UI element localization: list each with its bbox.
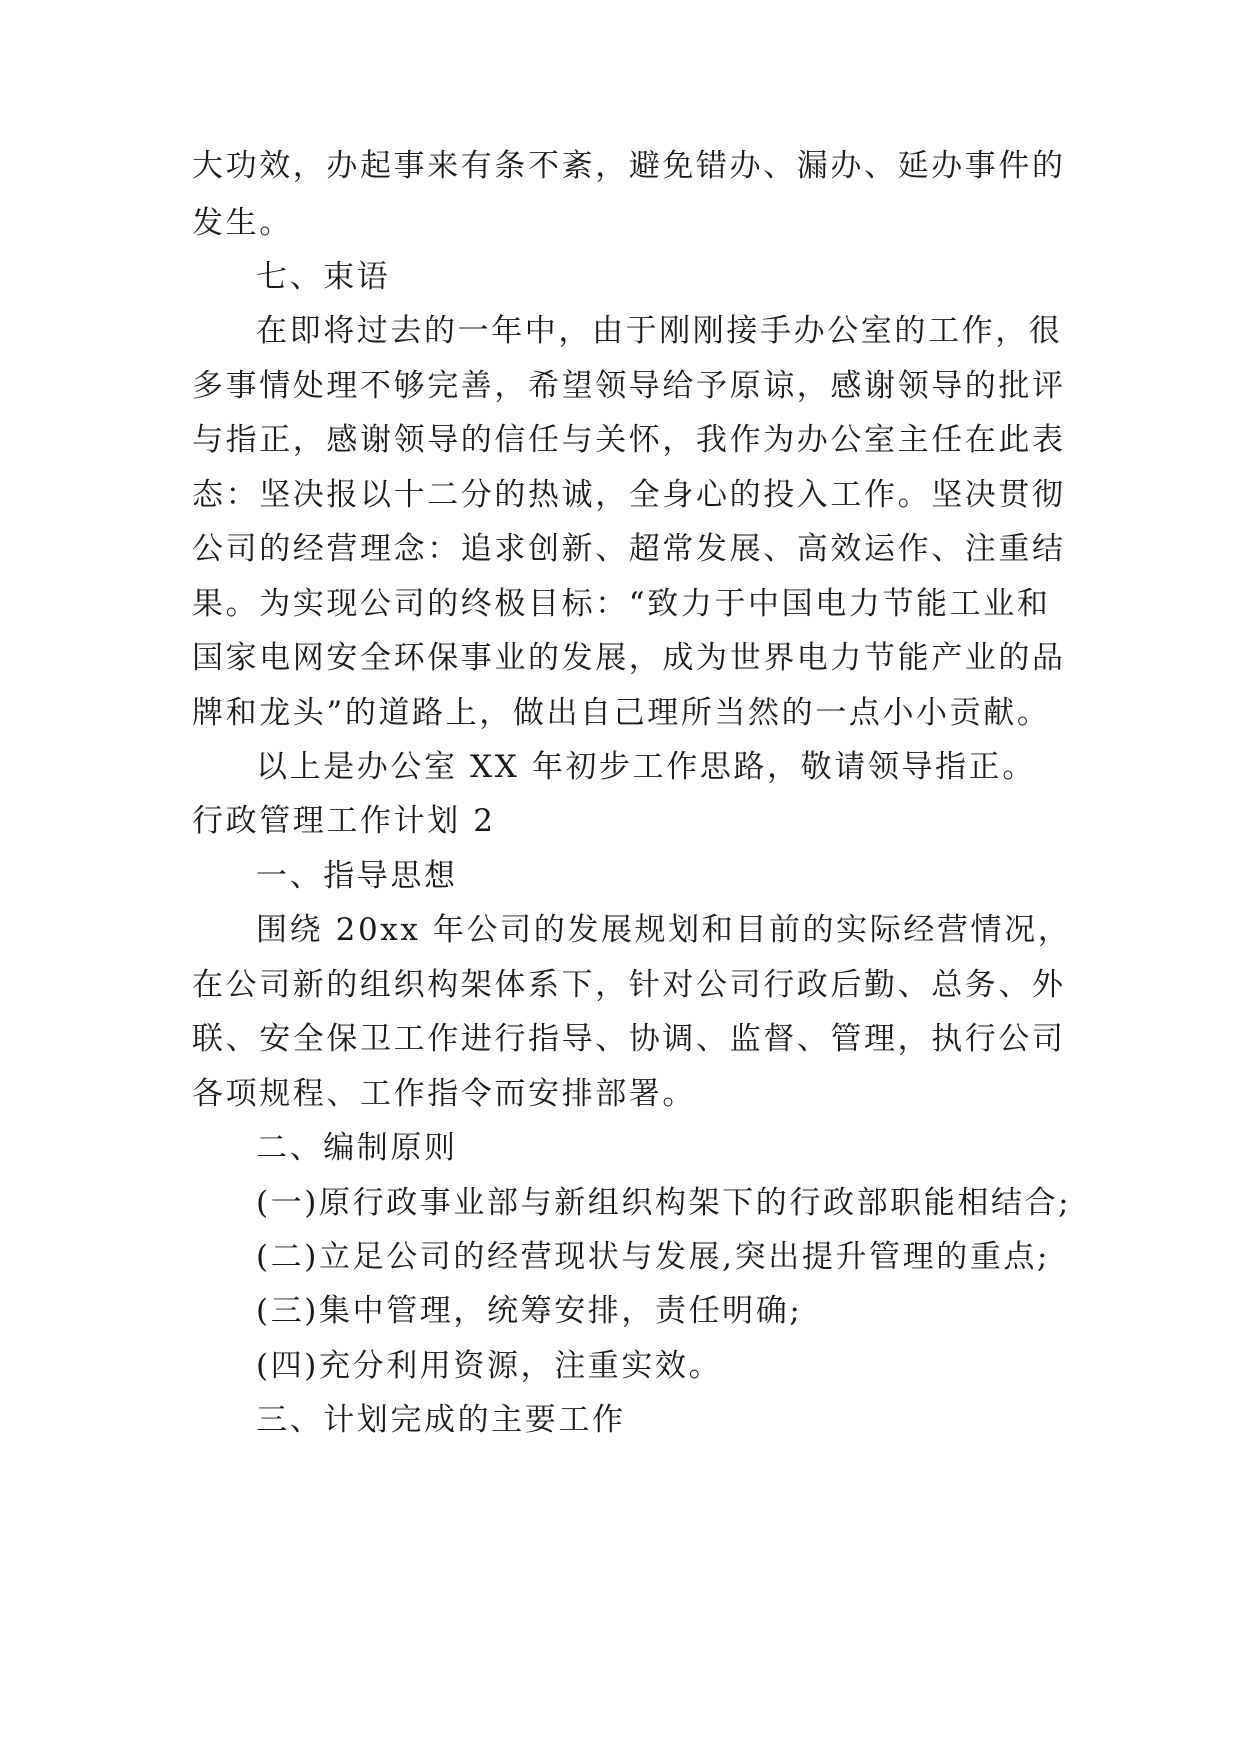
text-line: 与指正，感谢领导的信任与关怀，我作为办公室主任在此表	[192, 422, 1066, 458]
section-heading: 二、编制原则	[256, 1130, 458, 1166]
list-item: (四)充分利用资源，注重实效。	[256, 1348, 723, 1384]
section-heading: 三、计划完成的主要工作	[256, 1402, 626, 1438]
text-line: 果。为实现公司的终极目标：“致力于中国电力节能工业和	[192, 586, 1051, 622]
document-title: 行政管理工作计划 2	[192, 803, 496, 839]
text-line: 在公司新的组织构架体系下，针对公司行政后勤、总务、外	[192, 967, 1066, 1003]
text-line: 发生。	[192, 205, 293, 241]
text-line: 大功效，办起事来有条不紊，避免错办、漏办、延办事件的	[192, 148, 1066, 184]
text-line: 联、安全保卫工作进行指导、协调、监督、管理，执行公司	[192, 1021, 1066, 1057]
text-line: 多事情处理不够完善，希望领导给予原谅，感谢领导的批评	[192, 368, 1066, 404]
text-line: 以上是办公室 XX 年初步工作思路，敬请领导指正。	[256, 749, 1036, 785]
section-heading: 一、指导思想	[256, 858, 458, 894]
text-line: 各项规程、工作指令而安排部署。	[192, 1076, 696, 1112]
text-line: 公司的经营理念：追求创新、超常发展、高效运作、注重结	[192, 531, 1066, 567]
list-item: (一)原行政事业部与新组织构架下的行政部职能相结合;	[256, 1185, 1072, 1221]
list-item: (三)集中管理，统筹安排，责任明确;	[256, 1293, 803, 1329]
list-item: (二)立足公司的经营现状与发展,突出提升管理的重点;	[256, 1239, 1051, 1275]
text-line: 在即将过去的一年中，由于刚刚接手办公室的工作，很	[256, 313, 1063, 349]
text-line: 围绕 20xx 年公司的发展规划和目前的实际经营情况，	[256, 912, 1072, 948]
text-line: 牌和龙头”的道路上，做出自己理所当然的一点小小贡献。	[192, 695, 1051, 731]
section-heading: 七、束语	[256, 259, 391, 295]
text-line: 国家电网安全环保事业的发展，成为世界电力节能产业的品	[192, 640, 1066, 676]
text-line: 态：坚决报以十二分的热诚，全身心的投入工作。坚决贯彻	[192, 477, 1066, 513]
